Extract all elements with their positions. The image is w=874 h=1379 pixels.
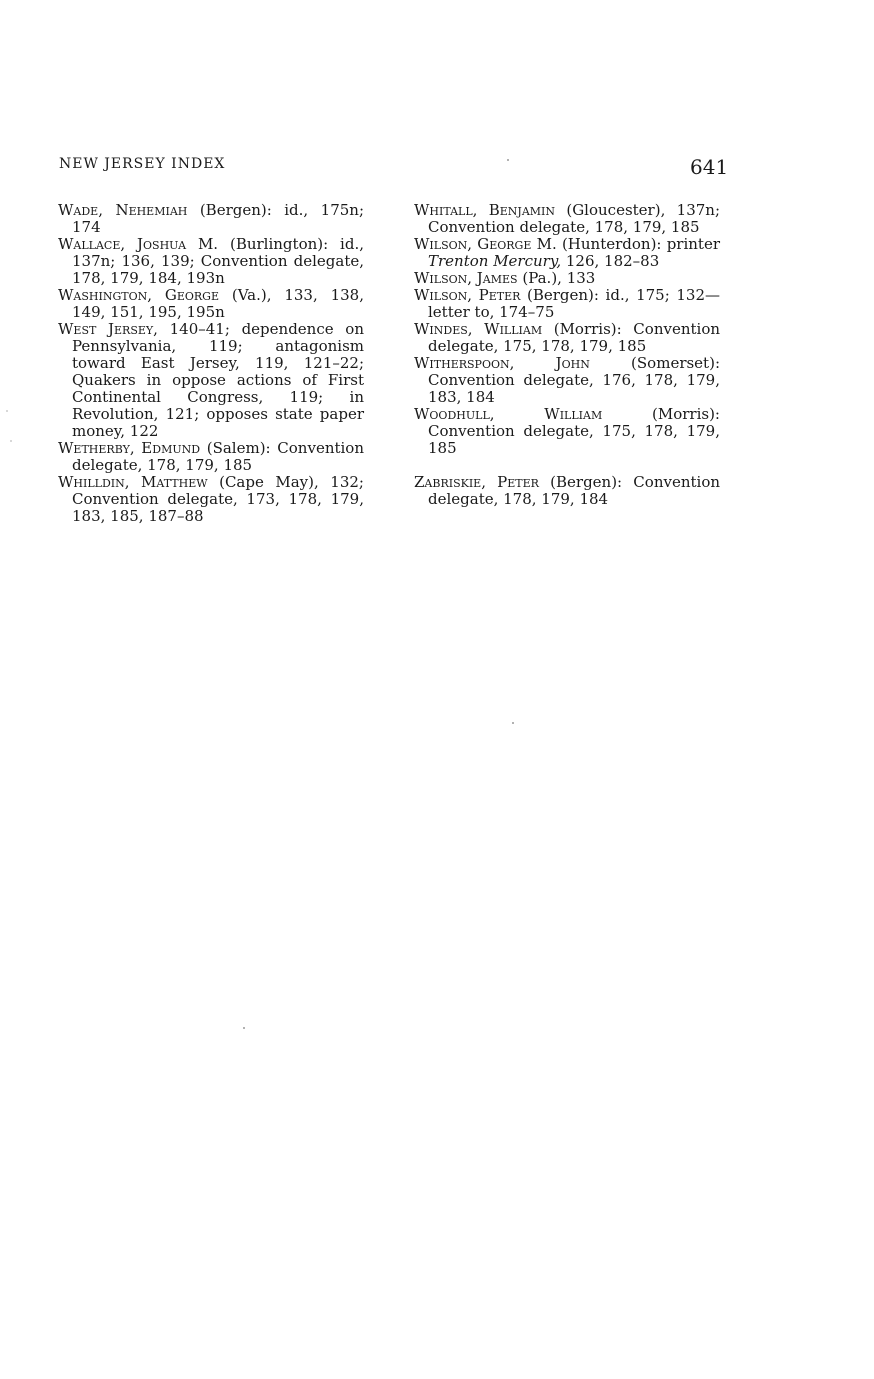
- entry-name: Wilson, James: [414, 269, 518, 287]
- entry-name: Zabriskie, Peter: [414, 473, 539, 491]
- entry-text: (Burlington): id., 137n; 136, 139; Convention delegate, 178, 179, 184, 193n: [72, 235, 364, 287]
- entry-name: Wilson, Peter: [414, 286, 521, 304]
- index-entry: [58, 321, 364, 440]
- entry-name: Witherspoon, John: [414, 354, 590, 372]
- entry-text: (Bergen): id., 175n; 174: [72, 201, 365, 236]
- entry-name: Windes, William: [414, 320, 543, 338]
- entry-name: Whitall, Benjamin: [414, 201, 556, 219]
- index-entry: [58, 202, 364, 236]
- scan-speck: [512, 722, 514, 724]
- entry-text: 140–41; dependence on Pennsylvania, 119; antagonism toward East Jersey, 119, 121–22; Quakers in oppose actions of First Continental Congress, 119; in Revolution, 121; opposes state paper money, 122: [72, 320, 364, 440]
- index-entry: [414, 270, 720, 287]
- entry-name: Wallace, Joshua M.: [58, 235, 219, 253]
- index-entry: [414, 236, 720, 270]
- entry-text: (Hunterdon): printer: [556, 235, 720, 253]
- index-column-left: [58, 202, 364, 525]
- index-entry: [58, 287, 364, 321]
- entry-name: Woodhull, William: [414, 405, 603, 423]
- entry-text: (Morris): Convention delegate, 175, 178, 179, 185: [428, 405, 720, 457]
- entry-text: (Pa.), 133: [517, 269, 596, 287]
- scan-speck: [507, 159, 509, 161]
- entry-name: West Jersey,: [58, 320, 158, 338]
- entry-name: Whilldin, Matthew: [58, 473, 208, 491]
- index-entry: [58, 440, 364, 474]
- scan-speck: [243, 1027, 245, 1029]
- entry-name: Wetherby, Edmund: [58, 439, 201, 457]
- entry-text: (Salem): Convention delegate, 178, 179, 185: [72, 439, 364, 474]
- index-column-right: [414, 202, 720, 508]
- index-entry: [414, 202, 720, 236]
- running-head: NEW JERSEY INDEX: [59, 156, 226, 172]
- index-entry: [414, 287, 720, 321]
- entry-text: (Gloucester), 137n; Convention delegate, 178, 179, 185: [428, 201, 721, 236]
- scan-speck: [6, 410, 8, 412]
- entry-name: Wade, Nehemiah: [58, 201, 188, 219]
- index-entry: [58, 474, 364, 525]
- entry-text: (Morris): Convention delegate, 175, 178, 179, 185: [428, 320, 721, 355]
- scan-speck: [10, 440, 12, 442]
- index-entry: [414, 355, 720, 406]
- entry-italic-title: Trenton Mercury,: [428, 252, 562, 270]
- entry-name: Wilson, George M.: [414, 235, 557, 253]
- letter-section-gap: [414, 457, 720, 474]
- index-entry: [414, 474, 720, 508]
- index-entry: [58, 236, 364, 287]
- entry-text: (Somerset): Convention delegate, 176, 178, 179, 183, 184: [428, 354, 720, 406]
- index-entry: [414, 321, 720, 355]
- entry-text: (Bergen): id., 175; 132—letter to, 174–75: [428, 286, 720, 321]
- index-entry: [414, 406, 720, 457]
- entry-text: 126, 182–83: [561, 252, 660, 270]
- entry-text: (Va.), 133, 138, 149, 151, 195, 195n: [72, 286, 364, 321]
- entry-text: (Bergen): Convention delegate, 178, 179, 184: [428, 473, 721, 508]
- entry-text: (Cape May), 132; Convention delegate, 173, 178, 179, 183, 185, 187–88: [72, 473, 364, 525]
- page-number: 641: [690, 155, 729, 179]
- entry-name: Washington, George: [58, 286, 219, 304]
